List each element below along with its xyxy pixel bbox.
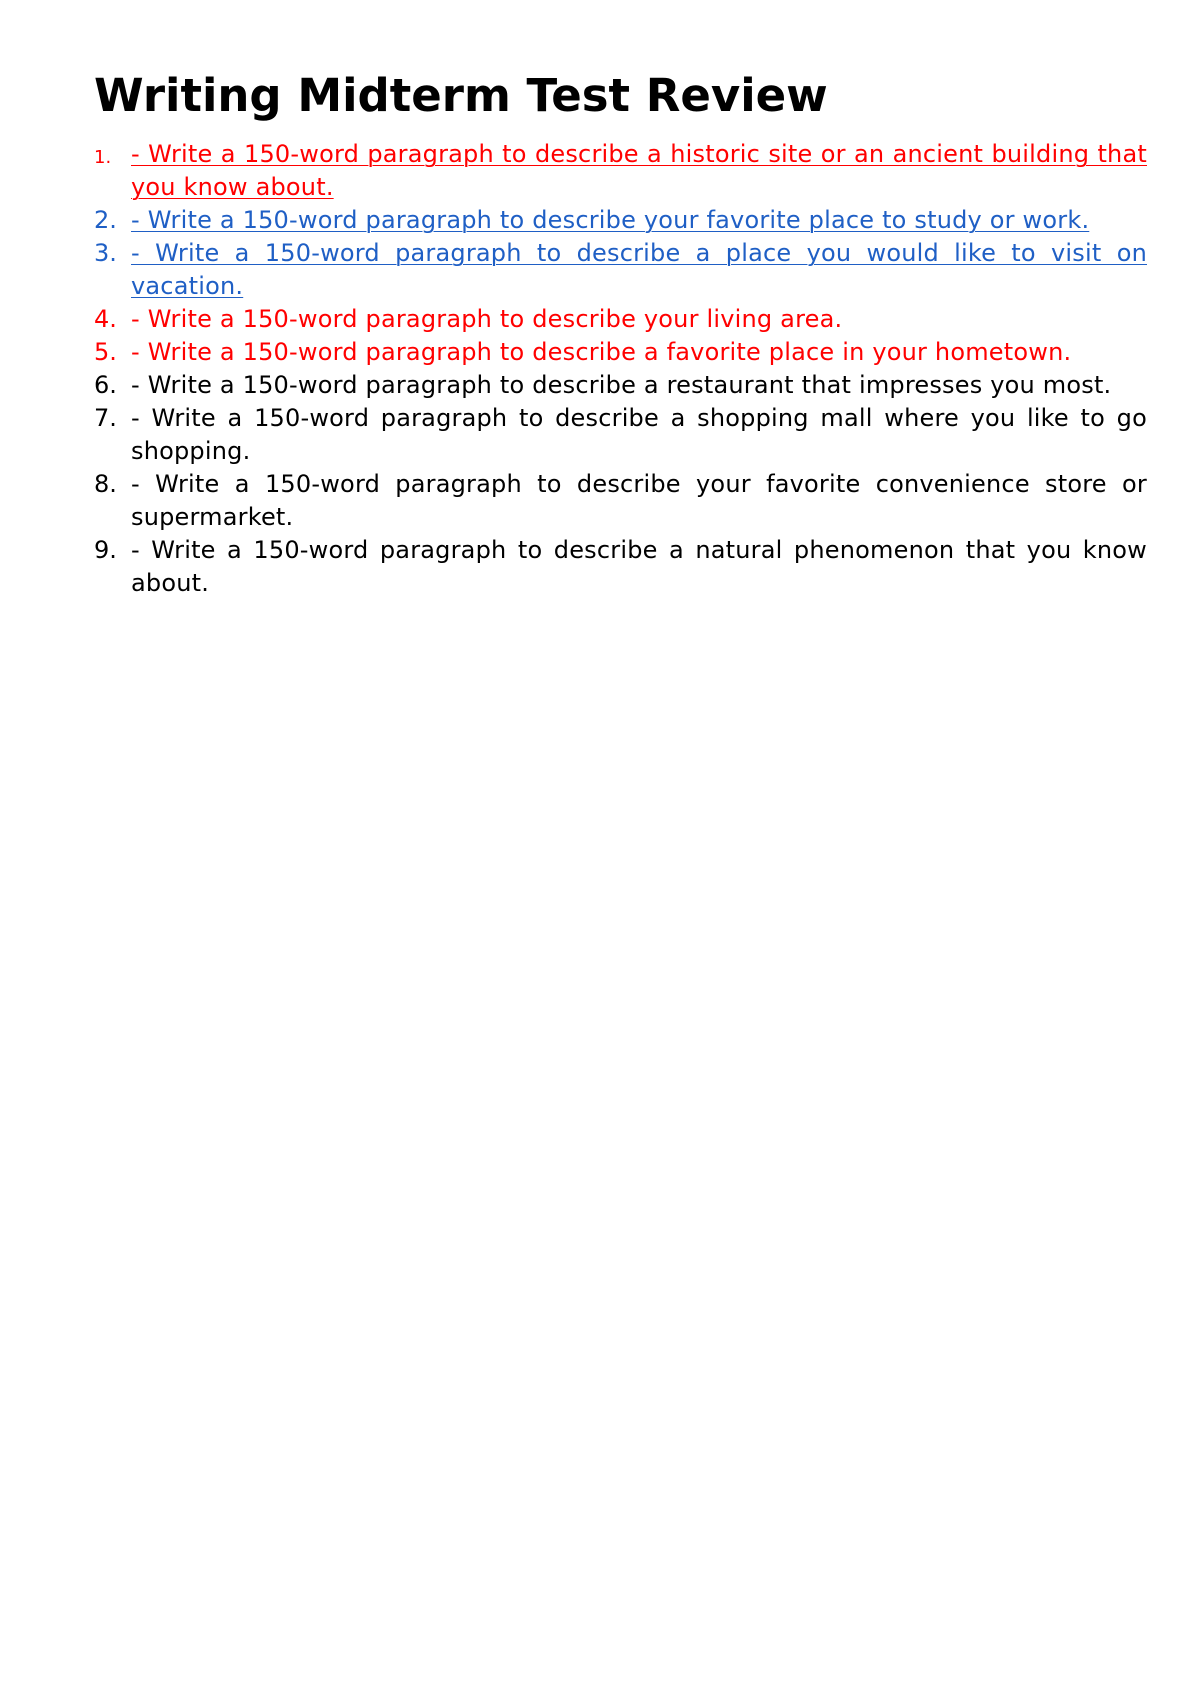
- item-text: - Write a 150-word paragraph to describe a natural phenomenon that you know about.: [131, 536, 1147, 597]
- item-number: 7.: [94, 404, 117, 432]
- item-text: - Write a 150-word paragraph to describe your favorite place to study or work.: [131, 206, 1090, 234]
- item-text: - Write a 150-word paragraph to describe your favorite convenience store or supermarket.: [131, 470, 1147, 531]
- item-number: 2.: [94, 206, 117, 234]
- item-text: - Write a 150-word paragraph to describe a shopping mall where you like to go shopping.: [131, 404, 1147, 465]
- item-text: - Write a 150-word paragraph to describe a historic site or an ancient building that you know about.: [131, 140, 1147, 201]
- item-text: - Write a 150-word paragraph to describe your living area.: [131, 305, 843, 333]
- item-number: 5.: [94, 338, 117, 366]
- item-number: 6.: [94, 371, 117, 399]
- item-number: 9.: [94, 536, 117, 564]
- assignment-list: [0, 138, 1200, 600]
- item-number: 8.: [94, 470, 117, 498]
- assignment-item: [0, 204, 1200, 237]
- item-number: 4.: [94, 305, 117, 333]
- assignment-item: [0, 237, 1200, 303]
- document-title: Writing Midterm Test Review: [94, 69, 828, 122]
- item-number: 3.: [94, 239, 117, 267]
- assignment-item: [0, 468, 1200, 534]
- item-number: 1.: [94, 147, 112, 168]
- item-text: - Write a 150-word paragraph to describe a restaurant that impresses you most.: [131, 371, 1112, 399]
- assignment-item: [0, 534, 1200, 600]
- item-text: - Write a 150-word paragraph to describe a favorite place in your hometown.: [131, 338, 1072, 366]
- assignment-item: [0, 138, 1200, 204]
- item-text: - Write a 150-word paragraph to describe a place you would like to visit on vacation.: [131, 239, 1147, 300]
- assignment-item: [0, 336, 1200, 369]
- assignment-item: [0, 402, 1200, 468]
- assignment-item: [0, 303, 1200, 336]
- assignment-item: [0, 369, 1200, 402]
